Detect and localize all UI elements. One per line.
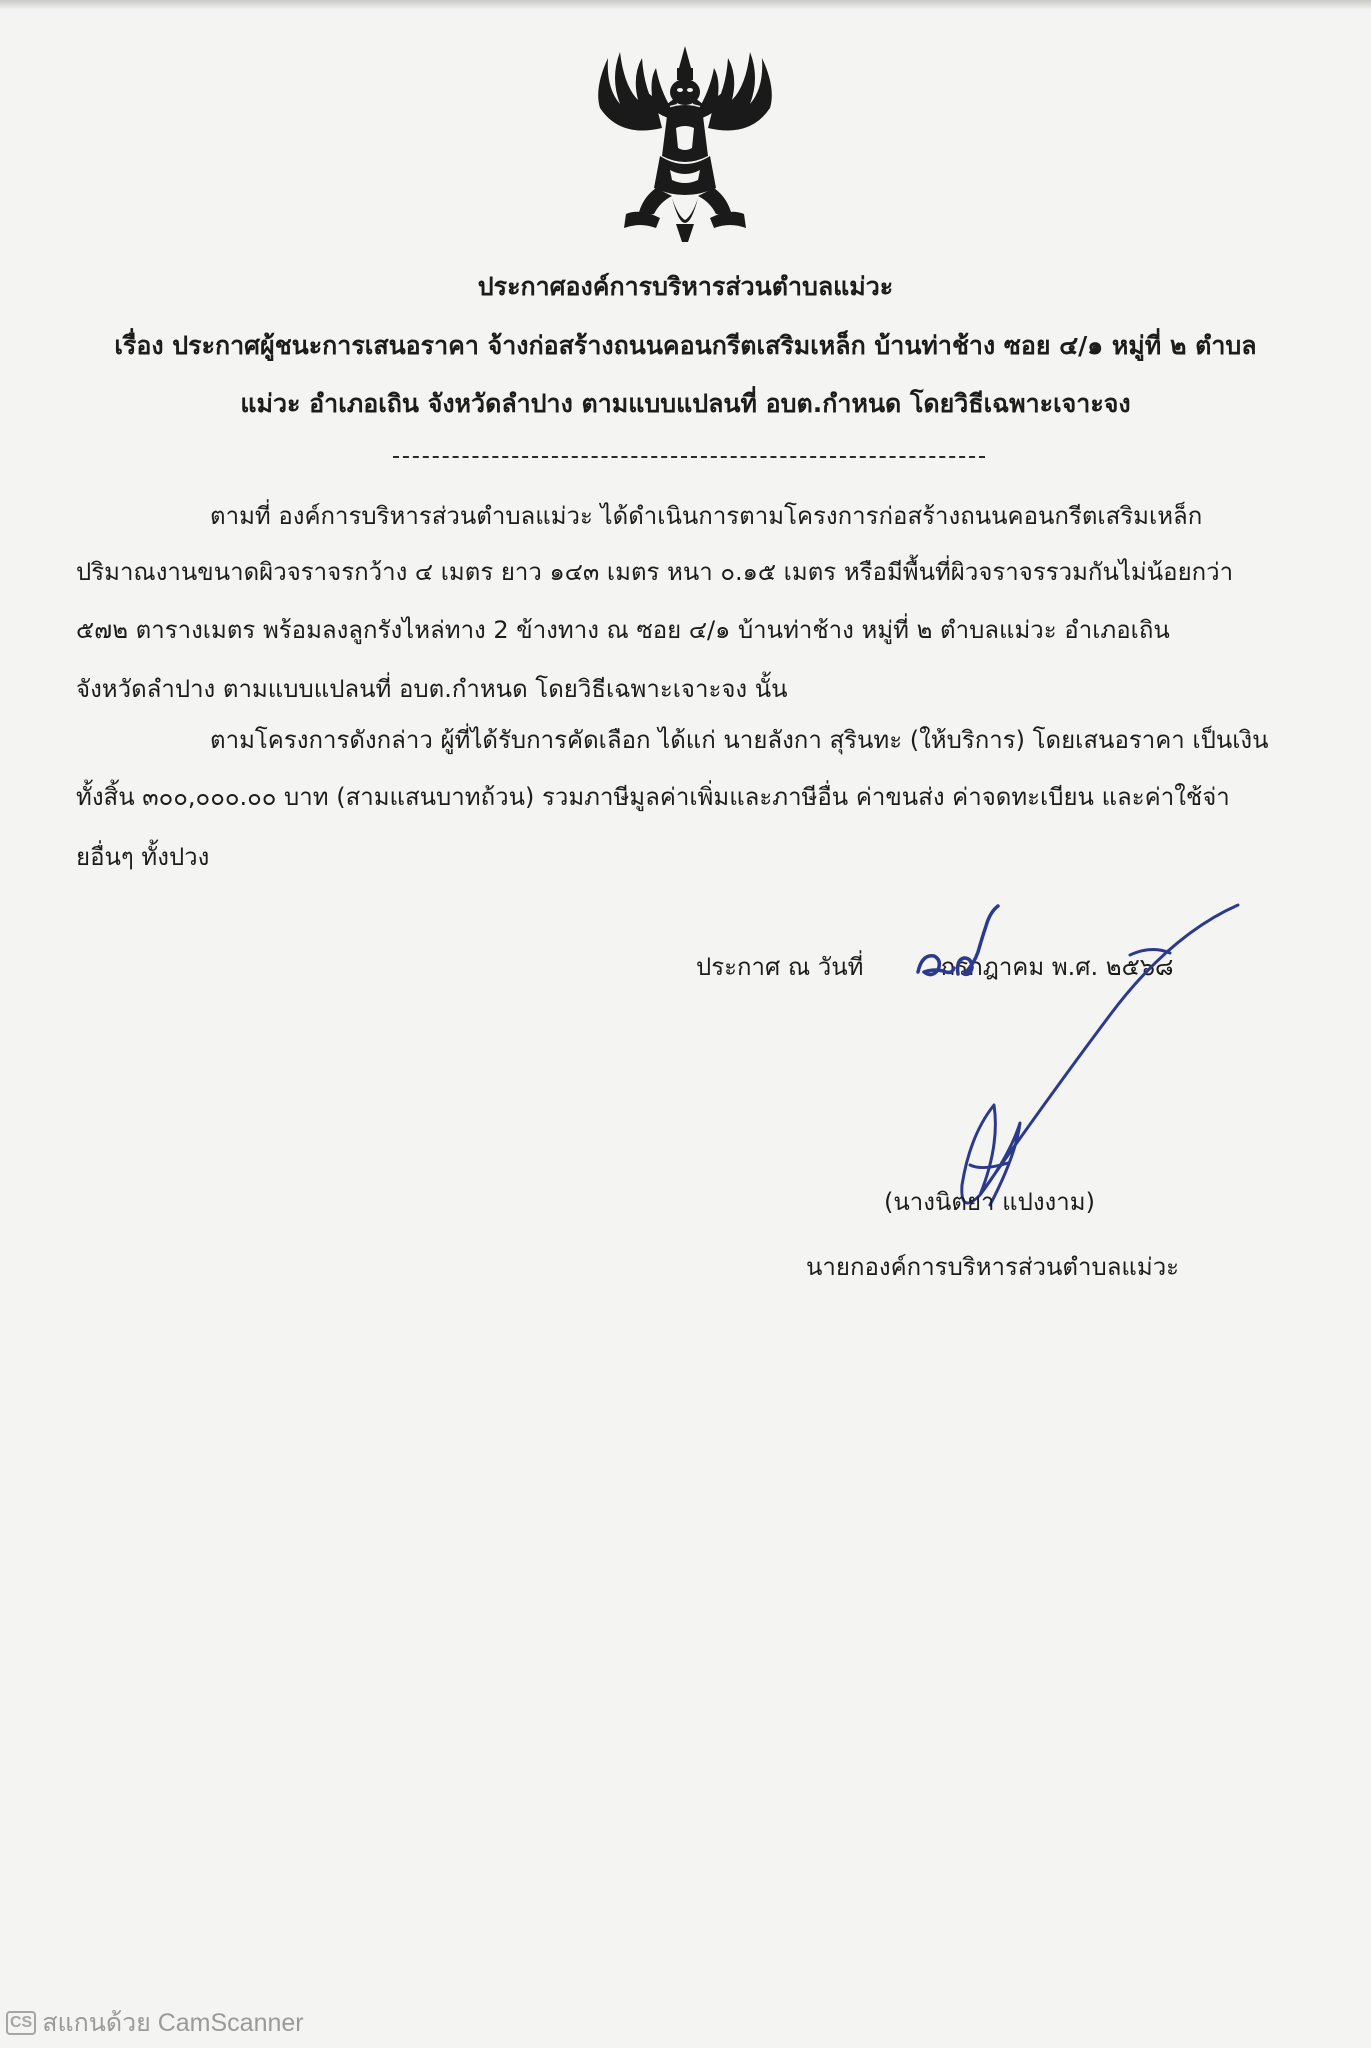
date-prefix: ประกาศ ณ วันที่ <box>696 953 864 981</box>
subject-line-2: แม่วะ อำเภอเถิน จังหวัดลำปาง ตามแบบแปลนที่ อบต.กำหนด โดยวิธีเฉพาะเจาะจง <box>240 389 1131 418</box>
body-line-1: ตามที่ องค์การบริหารส่วนตำบลแม่วะ ได้ดำเนินการตามโครงการก่อสร้างถนนคอนกรีตเสริมเหล็ก <box>210 502 1203 530</box>
date-month-year: กรกฎาคม พ.ศ. ๒๕๖๘ <box>940 953 1174 981</box>
body-line-6: ทั้งสิ้น ๓๐๐,๐๐๐.๐๐ บาท (สามแสนบาทถ้วน) รวมภาษีมูลค่าเพิ่มและภาษีอื่น ค่าขนส่ง ค่าจดทะเบียน และค่าใช้จ่า <box>76 783 1230 811</box>
signer-name: (นางนิตยา แปงงาม) <box>884 1188 1095 1216</box>
body-line-5: ตามโครงการดังกล่าว ผู้ที่ได้รับการคัดเลือก ได้แก่ นายลังกา สุรินทะ (ให้บริการ) โดยเสนอราคา เป็นเงิน <box>210 726 1269 754</box>
divider-line <box>393 456 985 458</box>
body-line-7: ยอื่นๆ ทั้งปวง <box>76 843 210 871</box>
agency-title: ประกาศองค์การบริหารส่วนตำบลแม่วะ <box>477 272 894 301</box>
body-line-4: จังหวัดลำปาง ตามแบบแปลนที่ อบต.กำหนด โดยวิธีเฉพาะเจาะจง นั้น <box>76 675 788 703</box>
body-line-2: ปริมาณงานขนาดผิวจราจรกว้าง ๔ เมตร ยาว ๑๔๓ เมตร หนา ๐.๑๕ เมตร หรือมีพื้นที่ผิวจราจรรวมกันไม่น้อยกว่า <box>76 558 1234 586</box>
garuda-emblem-icon <box>580 38 790 258</box>
signer-position: นายกองค์การบริหารส่วนตำบลแม่วะ <box>806 1253 1180 1281</box>
camscanner-watermark <box>6 2003 304 2043</box>
subject-line-1: เรื่อง ประกาศผู้ชนะการเสนอราคา จ้างก่อสร้างถนนคอนกรีตเสริมเหล็ก บ้านท่าช้าง ซอย ๔/๑ หมู่ที่ ๒ ตำบล <box>114 331 1257 360</box>
scan-edge <box>0 0 1371 10</box>
camscanner-logo-icon: CS <box>6 2011 36 2035</box>
camscanner-text: สแกนด้วย CamScanner <box>42 2009 304 2037</box>
body-line-3: ๕๗๒ ตารางเมตร พร้อมลงลูกรังไหล่ทาง 2 ข้างทาง ณ ซอย ๔/๑ บ้านท่าช้าง หมู่ที่ ๒ ตำบลแม่วะ อำเภอเถิน <box>76 616 1170 644</box>
signature-mark <box>920 895 1250 1225</box>
